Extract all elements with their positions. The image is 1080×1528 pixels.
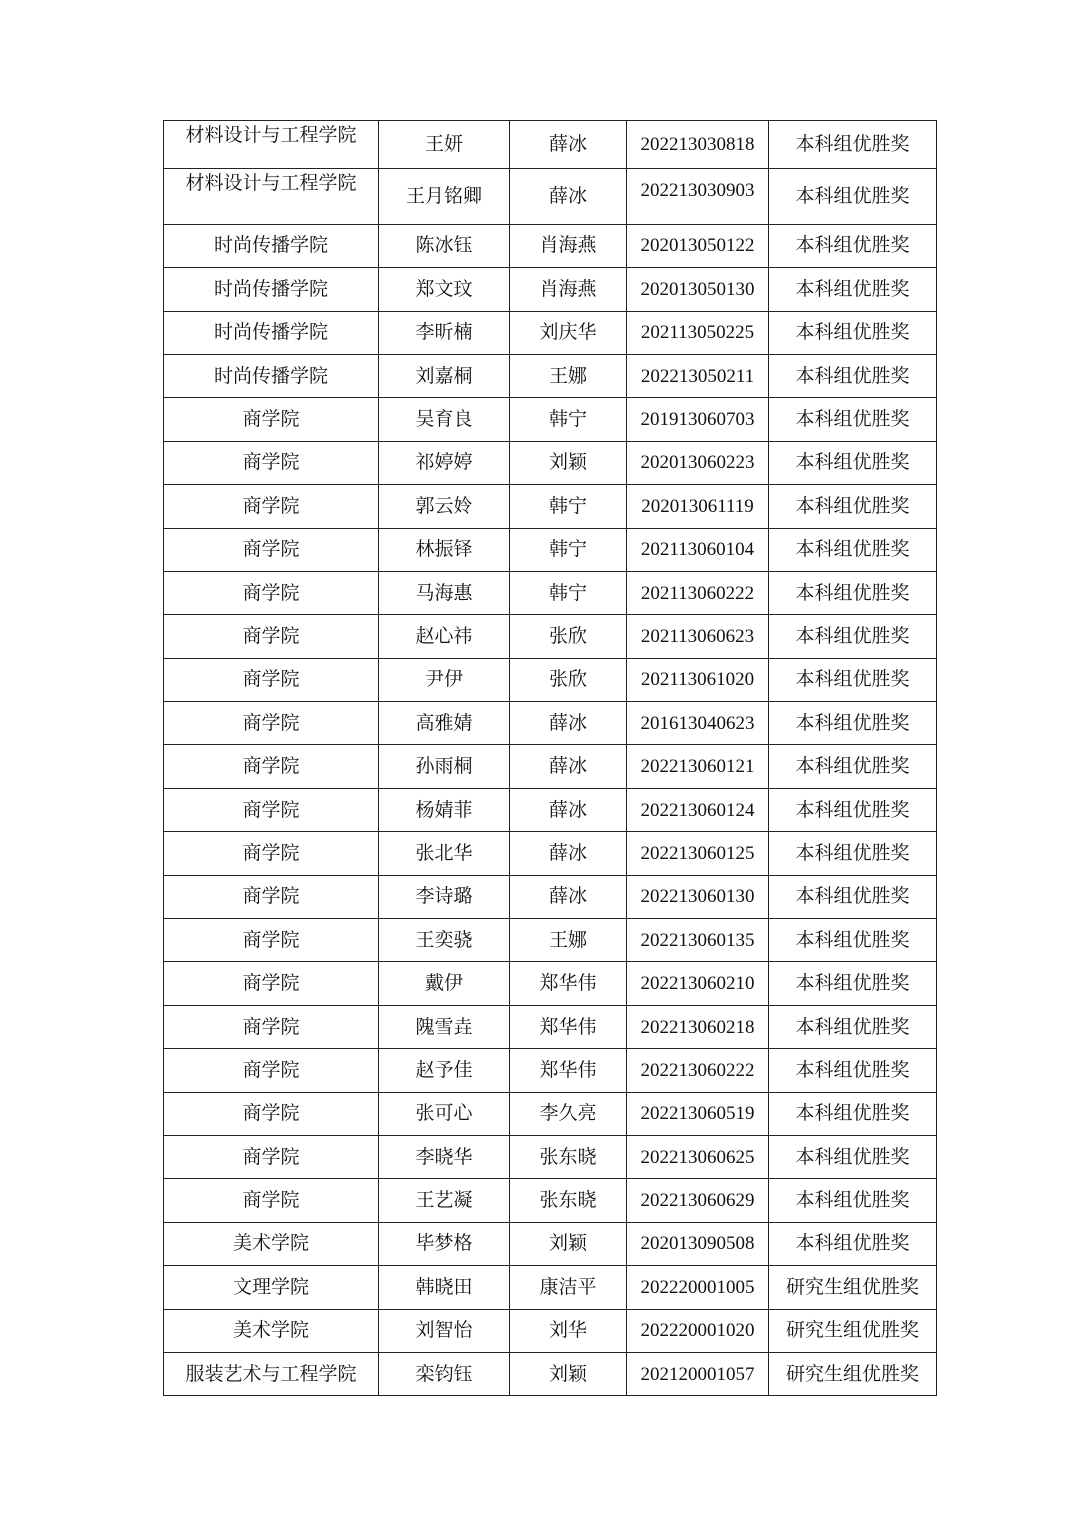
table-row (164, 1135, 937, 1178)
student-name-cell: 赵心祎 (379, 615, 510, 658)
student-id-cell: 202213050211 (627, 354, 769, 397)
student-id-cell: 202013061119 (627, 485, 769, 528)
table-row (164, 832, 937, 875)
table-row (164, 354, 937, 397)
college-cell: 商学院 (164, 528, 379, 571)
student-name-cell: 王妍 (379, 121, 510, 169)
college-cell: 时尚传播学院 (164, 354, 379, 397)
student-name-cell: 戴伊 (379, 962, 510, 1005)
student-name-cell: 栾钧钰 (379, 1352, 510, 1395)
advisor-name-cell: 薛冰 (510, 875, 627, 918)
advisor-name-cell: 郑华伟 (510, 1049, 627, 1092)
table-row (164, 441, 937, 484)
student-id-cell: 202213030903 (627, 169, 769, 224)
award-table-body (164, 121, 937, 1396)
student-name-cell: 王月铭卿 (379, 169, 510, 224)
award-cell: 本科组优胜奖 (769, 311, 937, 354)
award-cell: 本科组优胜奖 (769, 1222, 937, 1265)
student-id-cell: 202113060104 (627, 528, 769, 571)
table-row (164, 571, 937, 614)
student-id-cell: 202213060125 (627, 832, 769, 875)
college-cell: 商学院 (164, 615, 379, 658)
award-cell: 本科组优胜奖 (769, 571, 937, 614)
advisor-name-cell: 韩宁 (510, 398, 627, 441)
award-list-table (163, 120, 937, 1396)
college-cell: 商学院 (164, 875, 379, 918)
student-name-cell: 祁婷婷 (379, 441, 510, 484)
award-cell: 本科组优胜奖 (769, 485, 937, 528)
award-cell: 本科组优胜奖 (769, 745, 937, 788)
award-cell: 本科组优胜奖 (769, 658, 937, 701)
student-name-cell: 隗雪垚 (379, 1005, 510, 1048)
table-row (164, 121, 937, 169)
table-row (164, 702, 937, 745)
award-cell: 本科组优胜奖 (769, 169, 937, 224)
student-id-cell: 201913060703 (627, 398, 769, 441)
advisor-name-cell: 韩宁 (510, 571, 627, 614)
student-name-cell: 高雅婧 (379, 702, 510, 745)
student-id-cell: 202213060130 (627, 875, 769, 918)
award-cell: 本科组优胜奖 (769, 354, 937, 397)
table-row (164, 788, 937, 831)
award-cell: 本科组优胜奖 (769, 919, 937, 962)
college-cell: 商学院 (164, 745, 379, 788)
student-id-cell: 202213030818 (627, 121, 769, 169)
advisor-name-cell: 郑华伟 (510, 1005, 627, 1048)
award-cell: 本科组优胜奖 (769, 1135, 937, 1178)
student-name-cell: 王艺凝 (379, 1179, 510, 1222)
award-cell: 本科组优胜奖 (769, 1005, 937, 1048)
college-cell: 商学院 (164, 485, 379, 528)
advisor-name-cell: 韩宁 (510, 485, 627, 528)
advisor-name-cell: 刘华 (510, 1309, 627, 1352)
advisor-name-cell: 张东晓 (510, 1179, 627, 1222)
student-name-cell: 吴育良 (379, 398, 510, 441)
advisor-name-cell: 刘颖 (510, 1222, 627, 1265)
table-row (164, 1309, 937, 1352)
advisor-name-cell: 薛冰 (510, 788, 627, 831)
table-row (164, 962, 937, 1005)
student-name-cell: 李晓华 (379, 1135, 510, 1178)
student-name-cell: 张北华 (379, 832, 510, 875)
student-name-cell: 刘嘉桐 (379, 354, 510, 397)
student-id-cell: 202213060629 (627, 1179, 769, 1222)
award-cell: 本科组优胜奖 (769, 962, 937, 1005)
table-row (164, 268, 937, 311)
student-id-cell: 202113061020 (627, 658, 769, 701)
student-name-cell: 赵予佳 (379, 1049, 510, 1092)
table-row (164, 1179, 937, 1222)
student-name-cell: 李昕楠 (379, 311, 510, 354)
advisor-name-cell: 薛冰 (510, 832, 627, 875)
student-name-cell: 毕梦格 (379, 1222, 510, 1265)
award-cell: 本科组优胜奖 (769, 1092, 937, 1135)
college-cell: 商学院 (164, 1049, 379, 1092)
table-row (164, 875, 937, 918)
college-cell: 商学院 (164, 658, 379, 701)
award-cell: 本科组优胜奖 (769, 224, 937, 267)
student-id-cell: 202013050130 (627, 268, 769, 311)
college-cell: 商学院 (164, 832, 379, 875)
college-cell: 商学院 (164, 1092, 379, 1135)
college-cell: 商学院 (164, 702, 379, 745)
table-row (164, 1352, 937, 1395)
award-cell: 本科组优胜奖 (769, 832, 937, 875)
advisor-name-cell: 薛冰 (510, 169, 627, 224)
student-id-cell: 202120001057 (627, 1352, 769, 1395)
college-cell: 商学院 (164, 919, 379, 962)
student-name-cell: 杨婧菲 (379, 788, 510, 831)
student-id-cell: 202013060223 (627, 441, 769, 484)
table-row (164, 224, 937, 267)
award-cell: 本科组优胜奖 (769, 788, 937, 831)
college-cell: 商学院 (164, 962, 379, 1005)
table-row (164, 1005, 937, 1048)
award-cell: 本科组优胜奖 (769, 398, 937, 441)
college-cell: 商学院 (164, 1005, 379, 1048)
college-cell: 商学院 (164, 1135, 379, 1178)
award-cell: 本科组优胜奖 (769, 702, 937, 745)
award-cell: 本科组优胜奖 (769, 121, 937, 169)
advisor-name-cell: 康洁平 (510, 1266, 627, 1309)
award-cell: 本科组优胜奖 (769, 615, 937, 658)
college-cell: 商学院 (164, 1179, 379, 1222)
table-row (164, 1092, 937, 1135)
award-cell: 研究生组优胜奖 (769, 1309, 937, 1352)
student-id-cell: 202213060135 (627, 919, 769, 962)
advisor-name-cell: 刘庆华 (510, 311, 627, 354)
college-cell: 美术学院 (164, 1309, 379, 1352)
student-id-cell: 202213060124 (627, 788, 769, 831)
award-cell: 本科组优胜奖 (769, 528, 937, 571)
student-name-cell: 李诗璐 (379, 875, 510, 918)
student-name-cell: 王奕骁 (379, 919, 510, 962)
advisor-name-cell: 李久亮 (510, 1092, 627, 1135)
student-name-cell: 韩晓田 (379, 1266, 510, 1309)
table-row (164, 1222, 937, 1265)
college-cell: 美术学院 (164, 1222, 379, 1265)
advisor-name-cell: 刘颖 (510, 441, 627, 484)
college-cell: 时尚传播学院 (164, 268, 379, 311)
student-id-cell: 202113050225 (627, 311, 769, 354)
award-cell: 本科组优胜奖 (769, 1179, 937, 1222)
advisor-name-cell: 薛冰 (510, 745, 627, 788)
student-id-cell: 202213060218 (627, 1005, 769, 1048)
advisor-name-cell: 肖海燕 (510, 268, 627, 311)
student-id-cell: 202013050122 (627, 224, 769, 267)
table-row (164, 658, 937, 701)
advisor-name-cell: 郑华伟 (510, 962, 627, 1005)
college-cell: 文理学院 (164, 1266, 379, 1309)
advisor-name-cell: 王娜 (510, 919, 627, 962)
advisor-name-cell: 薛冰 (510, 121, 627, 169)
student-id-cell: 202220001005 (627, 1266, 769, 1309)
college-cell: 商学院 (164, 441, 379, 484)
table-row (164, 1049, 937, 1092)
table-row (164, 919, 937, 962)
table-row (164, 398, 937, 441)
table-row (164, 485, 937, 528)
student-name-cell: 尹伊 (379, 658, 510, 701)
student-name-cell: 陈冰钰 (379, 224, 510, 267)
student-id-cell: 202113060222 (627, 571, 769, 614)
student-name-cell: 孙雨桐 (379, 745, 510, 788)
college-cell: 服装艺术与工程学院 (164, 1352, 379, 1395)
student-id-cell: 202013090508 (627, 1222, 769, 1265)
student-id-cell: 201613040623 (627, 702, 769, 745)
advisor-name-cell: 刘颖 (510, 1352, 627, 1395)
student-id-cell: 202213060222 (627, 1049, 769, 1092)
student-id-cell: 202213060519 (627, 1092, 769, 1135)
advisor-name-cell: 韩宁 (510, 528, 627, 571)
student-id-cell: 202220001020 (627, 1309, 769, 1352)
college-cell: 时尚传播学院 (164, 311, 379, 354)
advisor-name-cell: 王娜 (510, 354, 627, 397)
award-cell: 本科组优胜奖 (769, 268, 937, 311)
college-cell: 商学院 (164, 788, 379, 831)
award-cell: 本科组优胜奖 (769, 441, 937, 484)
student-name-cell: 郭云姈 (379, 485, 510, 528)
table-row (164, 615, 937, 658)
student-name-cell: 张可心 (379, 1092, 510, 1135)
award-cell: 本科组优胜奖 (769, 875, 937, 918)
award-cell: 研究生组优胜奖 (769, 1266, 937, 1309)
award-cell: 研究生组优胜奖 (769, 1352, 937, 1395)
table-row (164, 745, 937, 788)
college-cell: 商学院 (164, 398, 379, 441)
table-row (164, 1266, 937, 1309)
award-cell: 本科组优胜奖 (769, 1049, 937, 1092)
college-cell: 时尚传播学院 (164, 224, 379, 267)
table-row (164, 169, 937, 224)
advisor-name-cell: 张东晓 (510, 1135, 627, 1178)
table-row (164, 311, 937, 354)
college-cell: 材料设计与工程学院 (164, 121, 379, 169)
advisor-name-cell: 张欣 (510, 615, 627, 658)
student-id-cell: 202213060121 (627, 745, 769, 788)
advisor-name-cell: 薛冰 (510, 702, 627, 745)
student-name-cell: 郑文玟 (379, 268, 510, 311)
student-id-cell: 202213060210 (627, 962, 769, 1005)
student-name-cell: 林振铎 (379, 528, 510, 571)
advisor-name-cell: 肖海燕 (510, 224, 627, 267)
table-row (164, 528, 937, 571)
student-id-cell: 202213060625 (627, 1135, 769, 1178)
advisor-name-cell: 张欣 (510, 658, 627, 701)
student-name-cell: 马海惠 (379, 571, 510, 614)
student-name-cell: 刘智怡 (379, 1309, 510, 1352)
college-cell: 商学院 (164, 571, 379, 614)
college-cell: 材料设计与工程学院 (164, 169, 379, 224)
student-id-cell: 202113060623 (627, 615, 769, 658)
